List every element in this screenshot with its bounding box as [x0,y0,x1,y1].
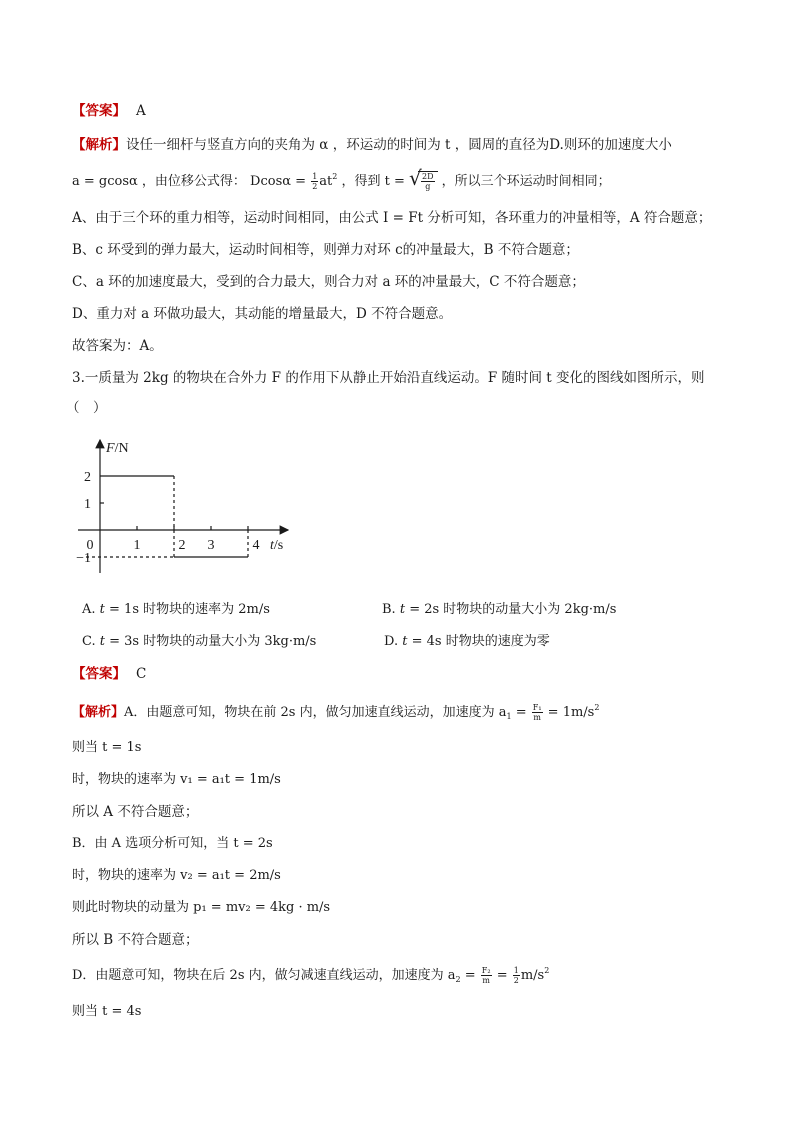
q2-conclusion: 故答案为：A。 [72,338,163,354]
option-c-var: t [99,634,105,649]
y-tick-label-2: −1 [76,551,91,566]
x-tick-label-4: 4 [252,538,260,553]
a2-num: F₂ [481,966,491,975]
y-tick-label-0: 2 [84,470,91,485]
q3-v2: 时，物块的速率为 v₂ = a₁t = 2m/s [72,868,281,883]
option-a-prefix: A. [82,602,100,617]
analysis-tag: 【解析】 [72,137,126,153]
q3-stem: 3.一质量为 2kg 的物块在合外力 F 的作用下从静止开始沿直线运动。F 随时间 t 变化的图线如图所示，则 [72,370,705,386]
q3-answer-line [72,664,146,684]
a1-symbol: a [498,705,507,720]
option-c-prefix: C. [82,634,100,649]
q3-so-b: 所以 B 不符合题意； [72,932,199,948]
option-b-prefix: B. [382,602,400,617]
force-time-chart [72,436,322,586]
option-a[interactable] [82,600,270,620]
a1-den: m [533,713,541,722]
d-text: D．由题意可知，物块在后 2s 内，做匀减速直线运动，加速度为 [72,968,448,983]
answer-tag: 【答案】 [72,103,126,119]
sqrt-num: 2D [422,172,434,181]
a1-rhs: = 1m/s [543,705,595,720]
q3-when-t1: 则当 t = 1s [72,740,142,755]
q2-analysis-line2 [72,166,611,192]
a1-eq: = [511,705,531,720]
option-a-text: = 1s 时物块的速率为 2m/s [104,602,270,617]
a1-fraction [532,703,543,722]
a2-sup: 2 [544,966,550,975]
sqrt-expression [409,166,438,192]
a2-eq2: = [492,968,512,983]
a2-rhs: m/s [520,968,545,983]
a2-eq: = [460,968,480,983]
q3-analysis-d [72,966,549,986]
option-c[interactable] [82,632,316,652]
q3-p1: 则此时物块的动量为 p₁ = mv₂ = 4kg · m/s [72,900,331,915]
q3-stem-brackets: （ ） [66,400,107,416]
q2-option-d-analysis: D、重力对 a 环做功最大，其动能的增量最大，D 不符合题意。 [72,306,453,322]
y-axis-label: F/N [106,441,129,456]
formula-a: a = gcosα ，由位移公式得： Dcosα = [72,174,311,189]
formula-b: at [319,174,333,189]
q2-answer-line [72,101,146,121]
q3-v1: 时，物块的速率为 v₁ = a₁t = 1m/s [72,772,281,787]
answer-value: A [136,103,146,119]
a1-sup: 2 [594,703,600,712]
answer-value: C [136,666,147,682]
a2-half-fraction [513,966,520,985]
option-b-text: = 2s 时物块的动量大小为 2kg·m/s [405,602,617,617]
sqrt-den: g [425,182,431,191]
x-axis-label: t/s [270,538,284,553]
option-b[interactable] [382,600,616,620]
q2-option-c-analysis: C、a 环的加速度最大，受到的合力最大，则合力对 a 环的冲量最大，C 不符合题意； [72,274,585,290]
a1-num: F₁ [532,703,542,712]
option-a-var: t [99,602,105,617]
formula-c: ，得到 t = [337,174,410,189]
x-tick-label-3: 3 [207,538,215,553]
a2-den: m [482,976,490,985]
q3-analysis-a [72,703,599,723]
option-c-text: = 3s 时物块的动量大小为 3kg·m/s [104,634,317,649]
frac-num: 1 [312,172,318,181]
answer-tag: 【答案】 [72,666,126,682]
q3-when-t4: 则当 t = 4s [72,1004,142,1019]
option-d-var: t [402,634,408,649]
analysis-text: 设任一细杆与竖直方向的夹角为 α ，环运动的时间为 t ，圆周的直径为D.则环的加速度大小 [126,137,672,153]
frac-den: 2 [312,182,318,191]
x-tick-label-1: 1 [133,538,141,553]
option-d-text: = 4s 时物块的速度为零 [407,634,550,649]
q2-option-a-analysis: A、由于三个环的重力相等，运动时间相同，由公式 I = Ft 分析可知，各环重力的冲量相等，A 符合题意； [72,210,712,226]
q3-so-a: 所以 A 不符合题意； [72,804,199,820]
x-tick-label-2: 2 [178,538,186,553]
a1-sub: 1 [506,712,512,721]
option-d[interactable] [384,632,550,652]
q3-analysis-b: B．由 A 选项分析可知，当 t = 2s [72,836,273,851]
a2-fraction [481,966,492,985]
analysis-tag: 【解析】 [72,705,125,720]
radical-sign: √ [409,166,422,190]
x-tick-label-0: 0 [86,538,94,553]
fraction-half [311,172,318,191]
q2-analysis-line1 [72,135,672,155]
option-b-var: t [399,602,406,617]
y-tick-label-1: 1 [84,497,91,512]
a2-half-den: 2 [513,976,519,985]
formula-sup: 2 [332,172,338,181]
q2-option-b-analysis: B、c 环受到的弹力最大，运动时间相等，则弹力对环 c的冲量最大，B 不符合题意； [72,242,579,258]
analysis-text: A．由题意可知，物块在前 2s 内，做匀加速直线运动，加速度为 [124,705,499,720]
a2-sub: 2 [455,975,461,984]
a2-symbol: a [447,968,456,983]
a2-half-num: 1 [513,966,519,975]
option-d-prefix: D. [384,634,403,649]
formula-d: ，所以三个环运动时间相同； [437,174,611,189]
